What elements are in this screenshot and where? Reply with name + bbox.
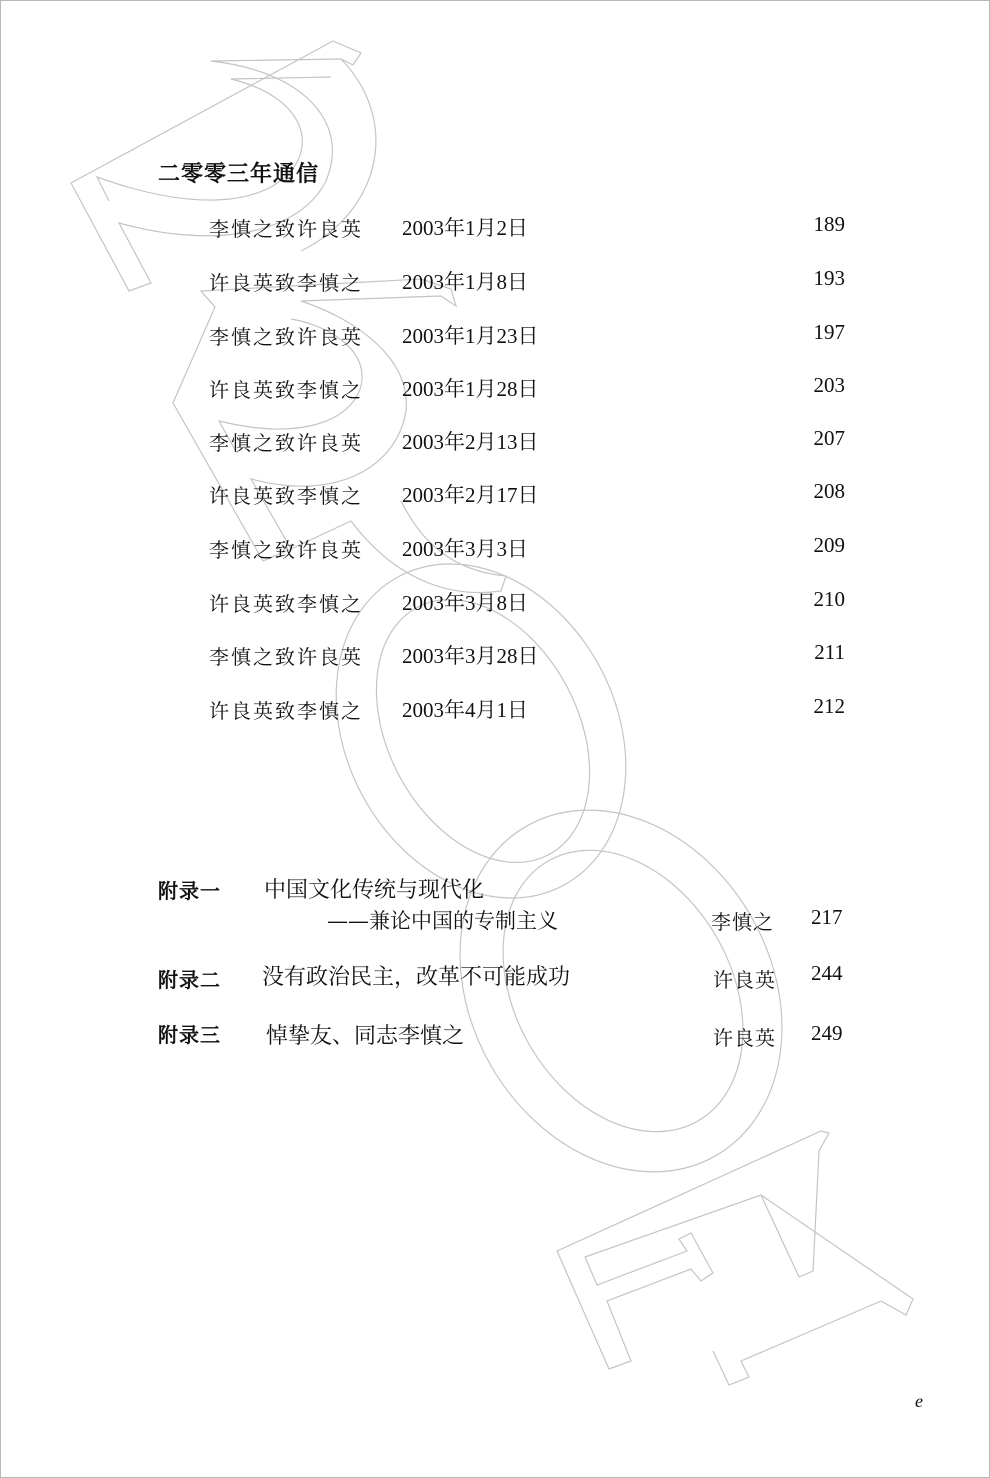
letter-date: 2003年1月28日 [402,377,539,401]
letter-correspondents: 许良英致李慎之 [209,378,363,402]
toc-row[interactable] [209,695,845,725]
appendix-author: 许良英 [713,1026,776,1050]
toc-row[interactable] [209,534,845,564]
watermark-letter-o-2 [396,751,846,1230]
letter-correspondents: 李慎之致许良英 [209,431,363,455]
appendix-label: 附录二 [158,968,221,992]
letter-page-number: 193 [813,266,845,290]
letter-correspondents: 李慎之致许良英 [209,325,363,349]
letter-date: 2003年3月28日 [402,644,539,668]
appendix-page-number: 249 [811,1021,843,1045]
letter-page-number: 212 [813,694,845,718]
toc-row[interactable] [209,641,845,671]
letter-date: 2003年3月3日 [402,537,528,561]
letter-page-number: 189 [813,212,845,236]
letter-correspondents: 许良英致李慎之 [209,271,363,295]
appendix-label: 附录三 [158,1023,221,1047]
toc-row[interactable] [209,267,845,297]
letter-correspondents: 李慎之致许良英 [209,645,363,669]
letter-correspondents: 李慎之致许良英 [209,217,363,241]
appendix-author: 李慎之 [711,910,774,934]
appendix-title: 中国文化传统与现代化 [264,878,485,903]
letter-date: 2003年2月13日 [402,430,539,454]
letter-page-number: 211 [814,640,845,664]
toc-row[interactable] [209,588,845,618]
letter-correspondents: 许良英致李慎之 [209,592,363,616]
letter-page-number: 203 [813,373,845,397]
letter-page-number: 209 [813,533,845,557]
letter-date: 2003年1月23日 [402,324,539,348]
letter-page-number: 207 [813,426,845,450]
letter-date: 2003年4月1日 [402,698,528,722]
appendix-label: 附录一 [158,879,221,903]
letter-correspondents: 李慎之致许良英 [209,538,363,562]
letter-date: 2003年1月8日 [402,270,528,294]
appendix-author: 许良英 [713,968,776,992]
letter-date: 2003年1月2日 [402,216,528,240]
letter-page-number: 210 [813,587,845,611]
letter-page-number: 208 [813,479,845,503]
toc-row[interactable] [209,374,845,404]
appendix-page-number: 244 [811,961,843,985]
letter-correspondents: 许良英致李慎之 [209,699,363,723]
appendix-title: 没有政治民主，改革不可能成功 [262,965,571,990]
letter-page-number: 197 [813,320,845,344]
letter-date: 2003年2月17日 [402,483,539,507]
appendix-subtitle: ——兼论中国的专制主义 [327,909,558,933]
section-title: 二零零三年通信 [158,161,320,187]
watermark-letter-f [557,1131,913,1385]
letter-date: 2003年3月8日 [402,591,528,615]
toc-row[interactable] [209,321,845,351]
toc-row[interactable] [209,213,845,243]
letter-correspondents: 许良英致李慎之 [209,484,363,508]
appendix-page-number: 217 [811,905,843,929]
page-folio: e [915,1391,923,1411]
appendix-title: 悼挚友、同志李慎之 [266,1024,465,1049]
toc-row[interactable] [209,427,845,457]
toc-row[interactable] [209,480,845,510]
